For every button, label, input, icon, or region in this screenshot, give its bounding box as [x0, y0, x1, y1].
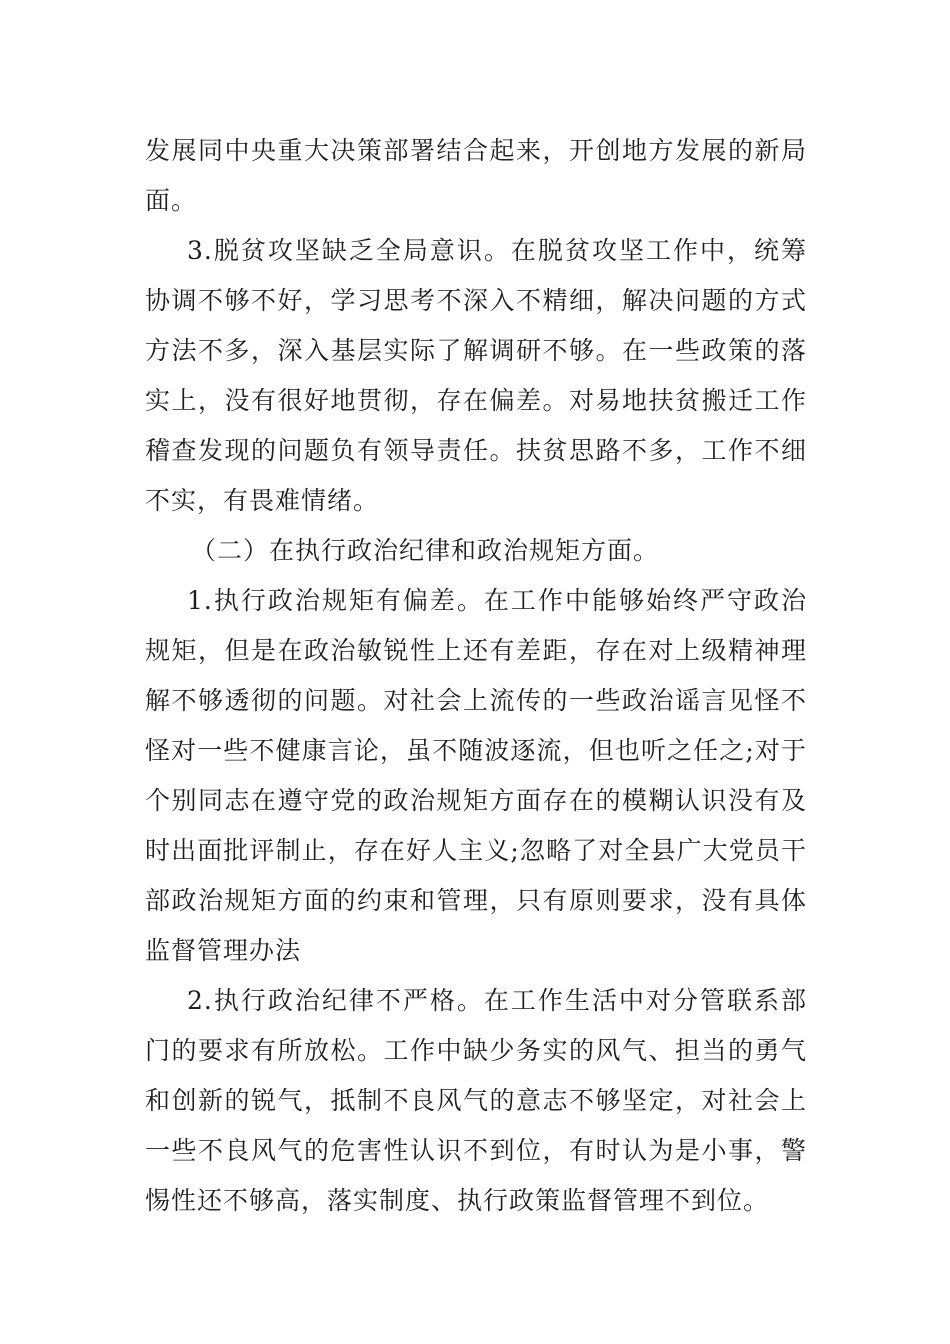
- document-body: [145, 126, 807, 1226]
- section-heading-2: （二）在执行政治纪律和政治规矩方面。: [191, 536, 660, 565]
- paragraph-item-3: 3.脱贫攻坚缺乏全局意识。在脱贫攻坚工作中，统筹协调不够不好，学习思考不深入不精细，解决问题的方式方法不多，深入基层实际了解调研不够。在一些政策的落实上，没有很好地贯彻，存在偏差。对易地扶贫搬迁工作稽查发现的问题负有领导责任。扶贫思路不多，工作不细不实，有畏难情绪。: [145, 236, 807, 515]
- paragraph-item-2: 2.执行政治纪律不严格。在工作生活中对分管联系部门的要求有所放松。工作中缺少务实的风气、担当的勇气和创新的锐气，抵制不良风气的意志不够坚定，对社会上一些不良风气的危害性认识不到位，有时认为是小事，警惕性还不够高，落实制度、执行政策监督管理不到位。: [145, 986, 807, 1215]
- paragraph-item-1: 1.执行政治规矩有偏差。在工作中能够始终严守政治规矩，但是在政治敏锐性上还有差距，存在对上级精神理解不够透彻的问题。对社会上流传的一些政治谣言见怪不怪对一些不健康言论，虽不随波逐流，但也听之任之;对于个别同志在遵守党的政治规矩方面存在的模糊认识没有及时出面批评制止，存在好人主义;忽略了对全县广大党员干部政治规矩方面的约束和管理，只有原则要求，没有具体监督管理办法: [145, 586, 807, 965]
- paragraph-continuation: 发展同中央重大决策部署结合起来，开创地方发展的新局面。: [145, 136, 807, 215]
